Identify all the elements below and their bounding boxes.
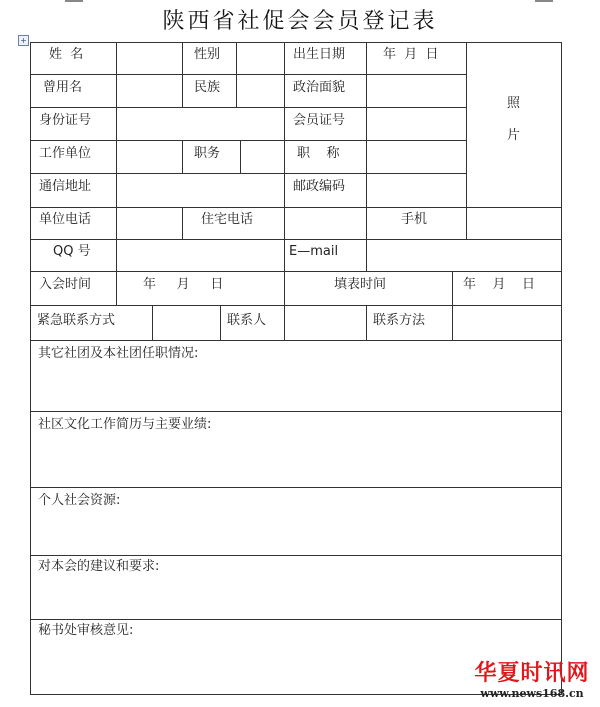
- postcode-label: 邮政编码: [293, 179, 346, 194]
- join-time-label: 入会时间: [39, 277, 92, 292]
- col-divider: [284, 239, 285, 271]
- photo-label-bottom: 片: [507, 128, 521, 143]
- row-divider: [31, 140, 467, 141]
- member-number-label: 会员证号: [293, 113, 346, 128]
- former-name-label: 曾用名: [43, 80, 83, 95]
- col-divider: [182, 140, 183, 173]
- col-divider: [284, 207, 285, 239]
- address-label: 通信地址: [39, 179, 92, 194]
- row-divider: [31, 107, 467, 108]
- col-divider: [452, 305, 453, 340]
- row-divider: [31, 239, 561, 240]
- position-label: 职务: [194, 146, 221, 161]
- col-divider: [240, 140, 241, 173]
- section-label-other-orgs: 其它社团及本社团任职情况:: [38, 346, 199, 361]
- fill-time-label: 填表时间: [334, 277, 387, 292]
- gender-label: 性别: [194, 47, 221, 62]
- page-corner-mark-left: [65, 0, 83, 2]
- join-time-ymd: 年 月 日: [143, 277, 224, 292]
- row-divider: [31, 74, 467, 75]
- home-phone-label: 住宅电话: [201, 212, 254, 227]
- col-divider: [152, 305, 153, 340]
- row-divider: [31, 173, 467, 174]
- contact-person-label: 联系人: [227, 313, 267, 328]
- contact-method-label: 联系方法: [373, 313, 426, 328]
- col-divider: [182, 43, 183, 107]
- col-divider: [284, 43, 285, 207]
- row-divider: [31, 340, 561, 341]
- section-label-social-resources: 个人社会资源:: [38, 493, 121, 508]
- col-divider: [366, 43, 367, 207]
- col-divider: [116, 43, 117, 271]
- form-title: 陕西省社促会会员登记表: [162, 9, 438, 34]
- row-divider: [31, 305, 561, 306]
- section-label-suggestions: 对本会的建议和要求:: [38, 559, 160, 574]
- col-divider: [466, 207, 467, 239]
- id-number-label: 身份证号: [39, 113, 92, 128]
- row-divider: [31, 271, 561, 272]
- email-label: E—mail: [289, 244, 339, 259]
- col-divider: [366, 239, 367, 271]
- col-divider: [284, 271, 285, 305]
- name-label: 姓 名: [49, 47, 84, 62]
- professional-title-label: 职 称: [297, 146, 340, 161]
- col-divider: [452, 271, 453, 305]
- col-divider: [220, 305, 221, 340]
- row-divider: [31, 207, 561, 208]
- watermark-url: www.news168.cn: [480, 687, 584, 700]
- col-divider: [116, 271, 117, 305]
- political-status-label: 政治面貌: [293, 80, 346, 95]
- row-divider: [31, 487, 561, 488]
- page-corner-mark-right: [535, 0, 553, 2]
- ethnicity-label: 民族: [194, 80, 221, 95]
- watermark-logo: [466, 656, 598, 700]
- move-handle-icon[interactable]: +: [18, 35, 29, 46]
- photo-label-top: 照: [507, 96, 521, 111]
- col-divider: [366, 305, 367, 340]
- col-divider: [182, 207, 183, 239]
- mobile-label: 手机: [401, 212, 428, 227]
- col-divider: [366, 207, 367, 239]
- section-label-work-history: 社区文化工作简历与主要业绩:: [38, 417, 212, 432]
- qq-label: QQ 号: [53, 244, 91, 259]
- employer-label: 工作单位: [39, 146, 92, 161]
- birth-date-ymd: 年 月 日: [383, 47, 439, 62]
- row-divider: [31, 411, 561, 412]
- col-divider: [284, 305, 285, 340]
- registration-form-table: [30, 42, 562, 695]
- row-divider: [31, 619, 561, 620]
- emergency-contact-label: 紧急联系方式: [37, 313, 116, 328]
- photo-column-divider: [466, 43, 467, 207]
- work-phone-label: 单位电话: [39, 212, 92, 227]
- fill-time-ymd: 年 月 日: [463, 277, 536, 292]
- col-divider: [236, 43, 237, 107]
- birth-date-label: 出生日期: [293, 47, 346, 62]
- row-divider: [31, 555, 561, 556]
- section-label-secretariat-review: 秘书处审核意见:: [38, 623, 134, 638]
- watermark-site-name: 华夏时讯网: [474, 661, 590, 686]
